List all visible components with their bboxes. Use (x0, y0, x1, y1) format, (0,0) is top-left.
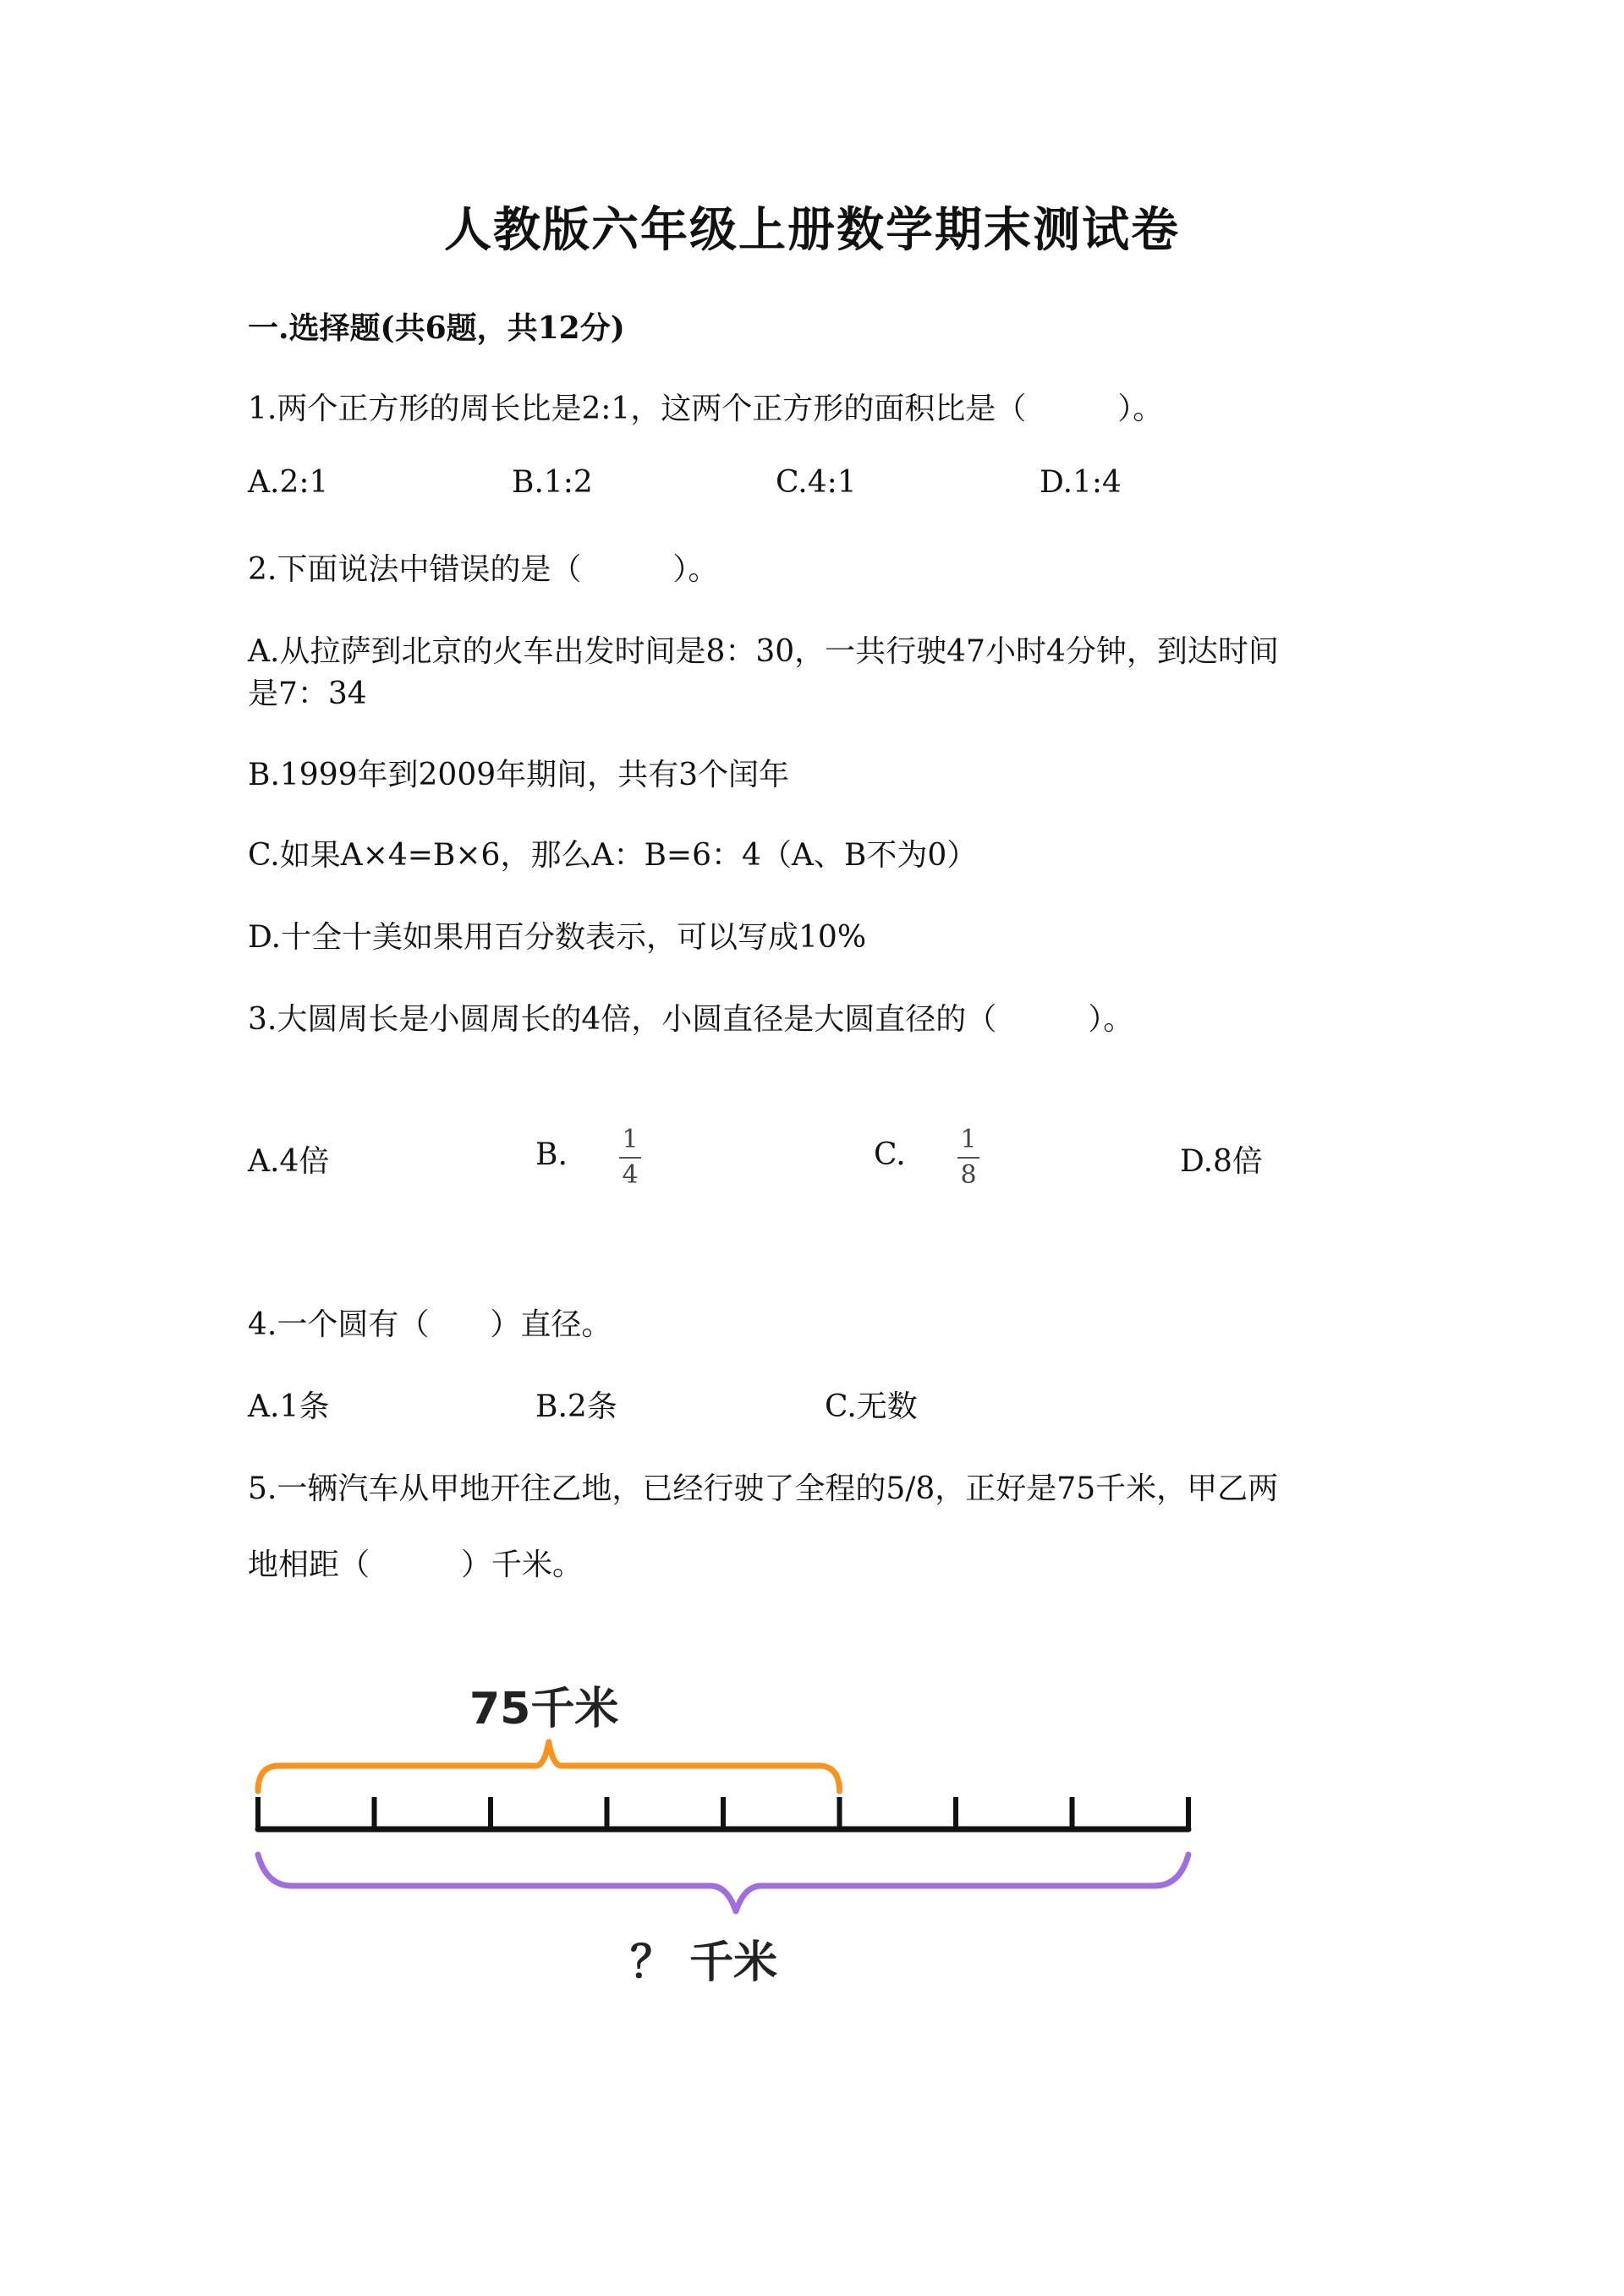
q4-option-c[interactable]: C.无数 (825, 1389, 918, 1424)
q3-option-c-label[interactable]: C. (874, 1137, 906, 1172)
question-5-line1: 5.一辆汽车从甲地开往乙地，已经行驶了全程的5/8，正好是75千米，甲乙两 (248, 1471, 1279, 1506)
q4-option-a[interactable]: A.1条 (248, 1389, 330, 1424)
fraction-numerator: 1 (622, 1125, 639, 1154)
question-2: 2.下面说法中错误的是（ ）。 (248, 552, 719, 587)
question-1: 1.两个正方形的周长比是2:1，这两个正方形的面积比是（ ）。 (248, 392, 1164, 426)
fraction-denominator: 4 (622, 1160, 639, 1190)
diagram-bottom-label: ？ 千米 (630, 1937, 778, 1988)
q2-option-a-line1[interactable]: A.从拉萨到北京的火车出发时间是8：30，一共行驶47小时4分钟，到达时间 (248, 634, 1279, 669)
known-distance-brace (258, 1742, 840, 1791)
diagram-top-label: 75千米 (469, 1684, 619, 1734)
fraction-numerator: 1 (960, 1125, 977, 1154)
q3-option-d[interactable]: D.8倍 (1180, 1144, 1263, 1179)
q1-option-c[interactable]: C.4:1 (776, 465, 857, 500)
fraction-bar (619, 1157, 641, 1159)
q1-option-b[interactable]: B.1:2 (512, 465, 593, 500)
page-title: 人教版六年级上册数学期末测试卷 (444, 202, 1180, 258)
q2-option-b[interactable]: B.1999年到2009年期间，共有3个闰年 (248, 758, 790, 792)
q2-option-d[interactable]: D.十全十美如果用百分数表示，可以写成10% (248, 920, 867, 955)
q4-option-b[interactable]: B.2条 (535, 1389, 617, 1424)
q3-option-c-fraction[interactable] (957, 1127, 979, 1188)
total-distance-brace (258, 1855, 1188, 1911)
fraction-bar (957, 1157, 979, 1159)
question-4: 4.一个圆有（ ）直径。 (248, 1307, 612, 1342)
q1-option-a[interactable]: A.2:1 (248, 465, 329, 500)
tick-marks (258, 1797, 1188, 1829)
question-3: 3.大圆周长是小圆周长的4倍，小圆直径是大圆直径的（ ）。 (248, 1002, 1134, 1037)
fraction-denominator: 8 (960, 1160, 977, 1190)
question-5-line2: 地相距（ ）千米。 (248, 1548, 584, 1582)
section-heading: 一.选择题(共6题，共12分) (248, 310, 625, 346)
q2-option-a-line2[interactable]: 是7：34 (248, 677, 367, 711)
q1-option-d[interactable]: D.1:4 (1040, 465, 1122, 500)
q2-option-c[interactable]: C.如果A×4=B×6，那么A：B=6：4（A、B不为0） (248, 838, 978, 873)
q3-option-a[interactable]: A.4倍 (248, 1144, 330, 1179)
q3-option-b-label[interactable]: B. (535, 1137, 568, 1172)
q3-option-b-fraction[interactable] (619, 1127, 641, 1188)
